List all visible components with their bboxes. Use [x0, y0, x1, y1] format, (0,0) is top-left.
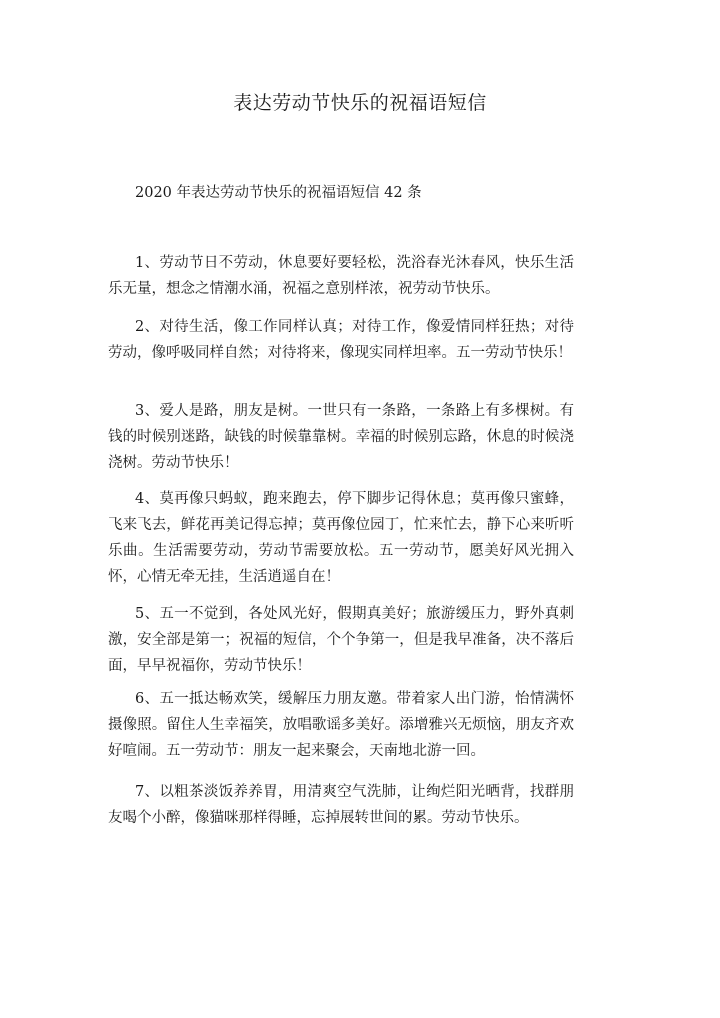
- document-title: 表达劳动节快乐的祝福语短信: [233, 92, 487, 114]
- paragraph-5: 5、五一不觉到，各处风光好，假期真美好；旅游缓压力，野外真刺激，安全部是第一；祝福的短信，个个争第一，但是我早准备，决不落后面，早早祝福你，劳动节快乐！: [108, 606, 574, 674]
- paragraph-3: 3、爱人是路，朋友是树。一世只有一条路，一条路上有多棵树。有钱的时候别迷路，缺钱的时候靠靠树。幸福的时候别忘路，休息的时候浇浇树。劳动节快乐！: [108, 403, 574, 471]
- paragraph-7: 7、以粗茶淡饭养养胃，用清爽空气洗肺，让绚烂阳光晒背，找群朋友喝个小醉，像猫咪那样得睡，忘掉展转世间的累。劳动节快乐。: [108, 784, 574, 826]
- paragraph-2: 2、对待生活，像工作同样认真；对待工作，像爱情同样狂热；对待劳动，像呼吸同样自然；对待将来，像现实同样坦率。五一劳动节快乐！: [108, 319, 574, 361]
- paragraph-4: 4、莫再像只蚂蚁，跑来跑去，停下脚步记得休息；莫再像只蜜蜂，飞来飞去，鲜花再美记得忘掉；莫再像位园丁，忙来忙去，静下心来听听乐曲。生活需要劳动，劳动节需要放松。五一劳动节，愿美好风光拥入怀，心情无牵无挂，生活逍遥自在！: [108, 491, 574, 585]
- document-subtitle: 2020 年表达劳动节快乐的祝福语短信 42 条: [135, 185, 422, 201]
- paragraph-6: 6、五一抵达畅欢笑，缓解压力朋友邀。带着家人出门游，怡情满怀摄像照。留住人生幸福笑，放唱歌谣多美好。添增雅兴无烦恼，朋友齐欢好喧闹。五一劳动节：朋友一起来聚会，天南地北游一回。: [108, 691, 574, 759]
- paragraph-1: 1、劳动节日不劳动，休息要好要轻松，洗浴春光沐春风，快乐生活乐无量，想念之情潮水涌，祝福之意别样浓，祝劳动节快乐。: [108, 255, 574, 297]
